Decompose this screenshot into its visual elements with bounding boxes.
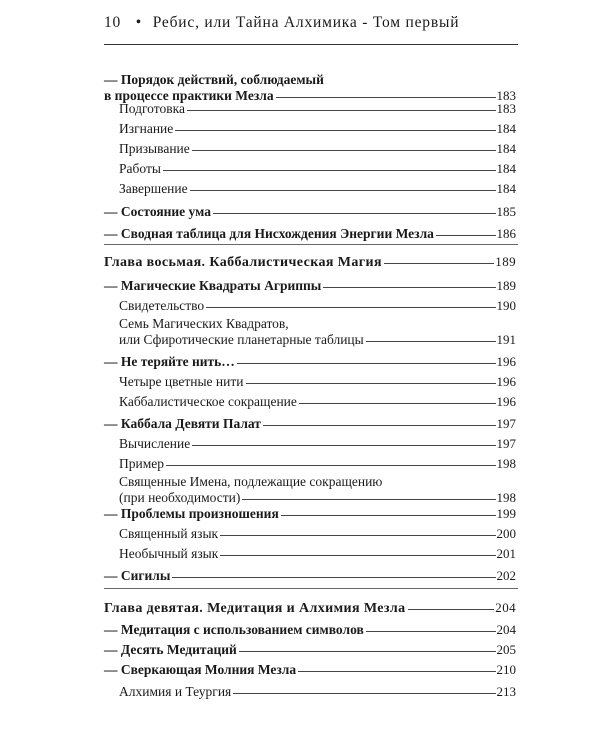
toc-entry bbox=[119, 181, 516, 197]
dot-leader bbox=[192, 150, 496, 151]
dot-leader bbox=[220, 535, 495, 536]
toc-entry bbox=[104, 416, 516, 432]
toc-entry bbox=[104, 600, 516, 617]
toc-entry-row bbox=[119, 394, 516, 410]
dot-leader bbox=[187, 110, 496, 111]
toc-page-number: 184 bbox=[496, 161, 516, 176]
toc-page-number: 183 bbox=[496, 101, 516, 116]
toc-entry bbox=[119, 394, 516, 410]
toc-entry-title: Работы bbox=[119, 161, 161, 176]
toc-entry-title: Изгнание bbox=[119, 121, 174, 136]
toc-page-number: 185 bbox=[496, 204, 516, 219]
toc-page-number: 189 bbox=[496, 278, 516, 293]
toc-entry-title: Глава восьмая. Каббалистическая Магия bbox=[104, 255, 382, 270]
dot-leader bbox=[237, 363, 496, 364]
toc-entry-row bbox=[119, 101, 516, 117]
toc-entry bbox=[119, 298, 516, 314]
toc-entry-row bbox=[104, 226, 516, 242]
dot-leader bbox=[246, 383, 496, 384]
toc-entry-row bbox=[119, 684, 516, 700]
toc-entry-title: Священные Имена, подлежащие сокращению bbox=[119, 474, 383, 489]
toc-entry-title: Свидетельство bbox=[119, 298, 205, 313]
toc-entry-row bbox=[119, 546, 516, 562]
toc-entry bbox=[119, 474, 516, 506]
toc-entry-row bbox=[104, 642, 516, 658]
toc-page-number: 183 bbox=[496, 88, 516, 103]
toc-entry-title: Подготовка bbox=[119, 101, 185, 116]
toc-entry bbox=[104, 506, 516, 522]
toc-entry-title: — Проблемы произношения bbox=[104, 506, 279, 521]
toc-entry bbox=[119, 436, 516, 452]
toc-entry-row bbox=[104, 568, 516, 584]
toc-entry-title: Глава девятая. Медитация и Алхимия Мезла bbox=[104, 601, 406, 616]
toc-page-number: 196 bbox=[496, 394, 516, 409]
dot-leader bbox=[384, 263, 494, 264]
dot-leader bbox=[192, 445, 495, 446]
toc-entry bbox=[119, 161, 516, 177]
toc-entry bbox=[104, 622, 516, 638]
toc-page-number: 198 bbox=[496, 456, 516, 471]
toc-entry-title: Семь Магических Квадратов, bbox=[119, 316, 289, 331]
toc-entry bbox=[104, 568, 516, 584]
dot-leader bbox=[263, 425, 496, 426]
toc-page-number: 213 bbox=[496, 684, 516, 699]
toc-entry bbox=[119, 121, 516, 137]
toc-entry-title-continued: (при необходимости) bbox=[119, 490, 241, 505]
toc-page-number: 189 bbox=[495, 254, 516, 269]
toc-page-number: 184 bbox=[496, 181, 516, 196]
toc-page-number: 202 bbox=[496, 568, 516, 583]
toc-entry-row bbox=[119, 436, 516, 452]
toc-entry bbox=[119, 316, 516, 348]
dot-leader bbox=[213, 213, 496, 214]
toc-entry-title: Призывание bbox=[119, 141, 190, 156]
toc-entry-title: — Каббала Девяти Палат bbox=[104, 416, 261, 431]
toc-entry-row bbox=[104, 416, 516, 432]
chapter-separator bbox=[104, 588, 518, 589]
dot-leader bbox=[281, 515, 496, 516]
toc-page-number: 196 bbox=[496, 354, 516, 369]
dot-leader bbox=[166, 465, 495, 466]
toc-entry-row bbox=[119, 121, 516, 137]
toc-entry-title: — Десять Медитаций bbox=[104, 642, 237, 657]
toc-entry-row bbox=[104, 622, 516, 638]
toc-entry-title: — Порядок действий, соблюдаемый bbox=[104, 72, 324, 87]
toc-entry bbox=[119, 101, 516, 117]
toc-page-number: 184 bbox=[496, 141, 516, 156]
toc-entry-row bbox=[119, 332, 516, 348]
dot-leader bbox=[206, 307, 495, 308]
dot-leader bbox=[175, 130, 495, 131]
toc-entry-title: — Не теряйте нить… bbox=[104, 354, 235, 369]
dot-leader bbox=[366, 631, 496, 632]
toc-page-number: 184 bbox=[496, 121, 516, 136]
toc-entry-title: Завершение bbox=[119, 181, 188, 196]
toc-entry-title: Каббалистическое сокращение bbox=[119, 394, 297, 409]
running-header bbox=[104, 14, 524, 32]
toc-entry-title: — Состояние ума bbox=[104, 204, 211, 219]
toc-entry-row bbox=[104, 278, 516, 294]
dot-leader bbox=[220, 555, 495, 556]
toc-entry-title-continued: или Сфиротические планетарные таблицы bbox=[119, 332, 364, 347]
toc-entry bbox=[104, 642, 516, 658]
toc-entry-row bbox=[119, 298, 516, 314]
toc-entry-row bbox=[104, 354, 516, 370]
toc-entry-row bbox=[104, 254, 516, 271]
toc-entry-title: Вычисление bbox=[119, 436, 191, 451]
toc-entry-title: Необычный язык bbox=[119, 546, 219, 561]
toc-entry-row bbox=[119, 526, 516, 542]
toc-entry-row bbox=[119, 141, 516, 157]
toc-entry bbox=[119, 374, 516, 390]
toc-entry-title: — Сигилы bbox=[104, 568, 171, 583]
toc-entry bbox=[119, 141, 516, 157]
dot-leader bbox=[299, 403, 496, 404]
toc-page-number: 190 bbox=[496, 298, 516, 313]
dot-leader bbox=[298, 671, 495, 672]
toc-page-number: 197 bbox=[496, 416, 516, 431]
bullet-separator: • bbox=[135, 14, 143, 31]
toc-page-number: 205 bbox=[496, 642, 516, 657]
dot-leader bbox=[190, 190, 496, 191]
toc-entry bbox=[104, 278, 516, 294]
toc-entry bbox=[104, 226, 516, 242]
toc-page-number: 199 bbox=[496, 506, 516, 521]
toc-page-number: 201 bbox=[496, 546, 516, 561]
dot-leader bbox=[436, 235, 496, 236]
toc-entry-title: — Сверкающая Молния Мезла bbox=[104, 662, 297, 677]
dot-leader bbox=[366, 341, 496, 342]
page-number: 10 bbox=[104, 14, 122, 31]
toc-entry bbox=[119, 546, 516, 562]
toc-entry-row bbox=[119, 490, 516, 506]
toc-entry-row bbox=[104, 506, 516, 522]
dot-leader bbox=[323, 287, 495, 288]
dot-leader bbox=[172, 577, 495, 578]
toc-entry-title: — Медитация с использованием символов bbox=[104, 622, 364, 637]
header-rule bbox=[104, 44, 518, 45]
toc-page-number: 204 bbox=[496, 622, 516, 637]
dot-leader bbox=[408, 609, 495, 610]
toc-entry bbox=[104, 662, 516, 678]
toc-entry-row bbox=[119, 456, 516, 472]
toc-page-number: 200 bbox=[496, 526, 516, 541]
toc-entry bbox=[119, 456, 516, 472]
toc-page-number: 210 bbox=[496, 662, 516, 677]
toc-entry-title: — Сводная таблица для Нисхождения Энергии Мезла bbox=[104, 226, 434, 241]
toc-entry-title: — Магические Квадраты Агриппы bbox=[104, 278, 322, 293]
toc-page-number: 196 bbox=[496, 374, 516, 389]
toc-entry-title-continued: в процессе практики Мезла bbox=[104, 88, 274, 103]
toc-page-number: 198 bbox=[496, 490, 516, 505]
toc-entry-title: Пример bbox=[119, 456, 165, 471]
toc-entry bbox=[119, 526, 516, 542]
toc-entry bbox=[104, 254, 516, 271]
toc-entry-title: Священный язык bbox=[119, 526, 219, 541]
toc-page-number: 186 bbox=[496, 226, 516, 241]
book-title: Ребис, или Тайна Алхимика - Том первый bbox=[152, 14, 460, 31]
toc-entry-row bbox=[119, 181, 516, 197]
dot-leader bbox=[233, 693, 495, 694]
toc-entry-row bbox=[104, 600, 516, 617]
dot-leader bbox=[242, 499, 495, 500]
dot-leader bbox=[239, 651, 496, 652]
dot-leader bbox=[163, 170, 496, 171]
toc-entry bbox=[104, 354, 516, 370]
toc-entry-title: Четыре цветные нити bbox=[119, 374, 244, 389]
toc-entry-row bbox=[119, 161, 516, 177]
toc-entry-title: Алхимия и Теургия bbox=[119, 684, 232, 699]
toc-page-number: 204 bbox=[495, 600, 516, 615]
chapter-separator bbox=[104, 244, 518, 245]
toc-entry-row bbox=[119, 374, 516, 390]
toc-page-number: 197 bbox=[496, 436, 516, 451]
toc-entry bbox=[104, 72, 516, 104]
toc-page-number: 191 bbox=[496, 332, 516, 347]
toc-entry-row bbox=[104, 662, 516, 678]
toc-entry bbox=[119, 684, 516, 700]
toc-entry bbox=[104, 204, 516, 220]
toc-entry-row bbox=[104, 204, 516, 220]
dot-leader bbox=[276, 97, 496, 98]
